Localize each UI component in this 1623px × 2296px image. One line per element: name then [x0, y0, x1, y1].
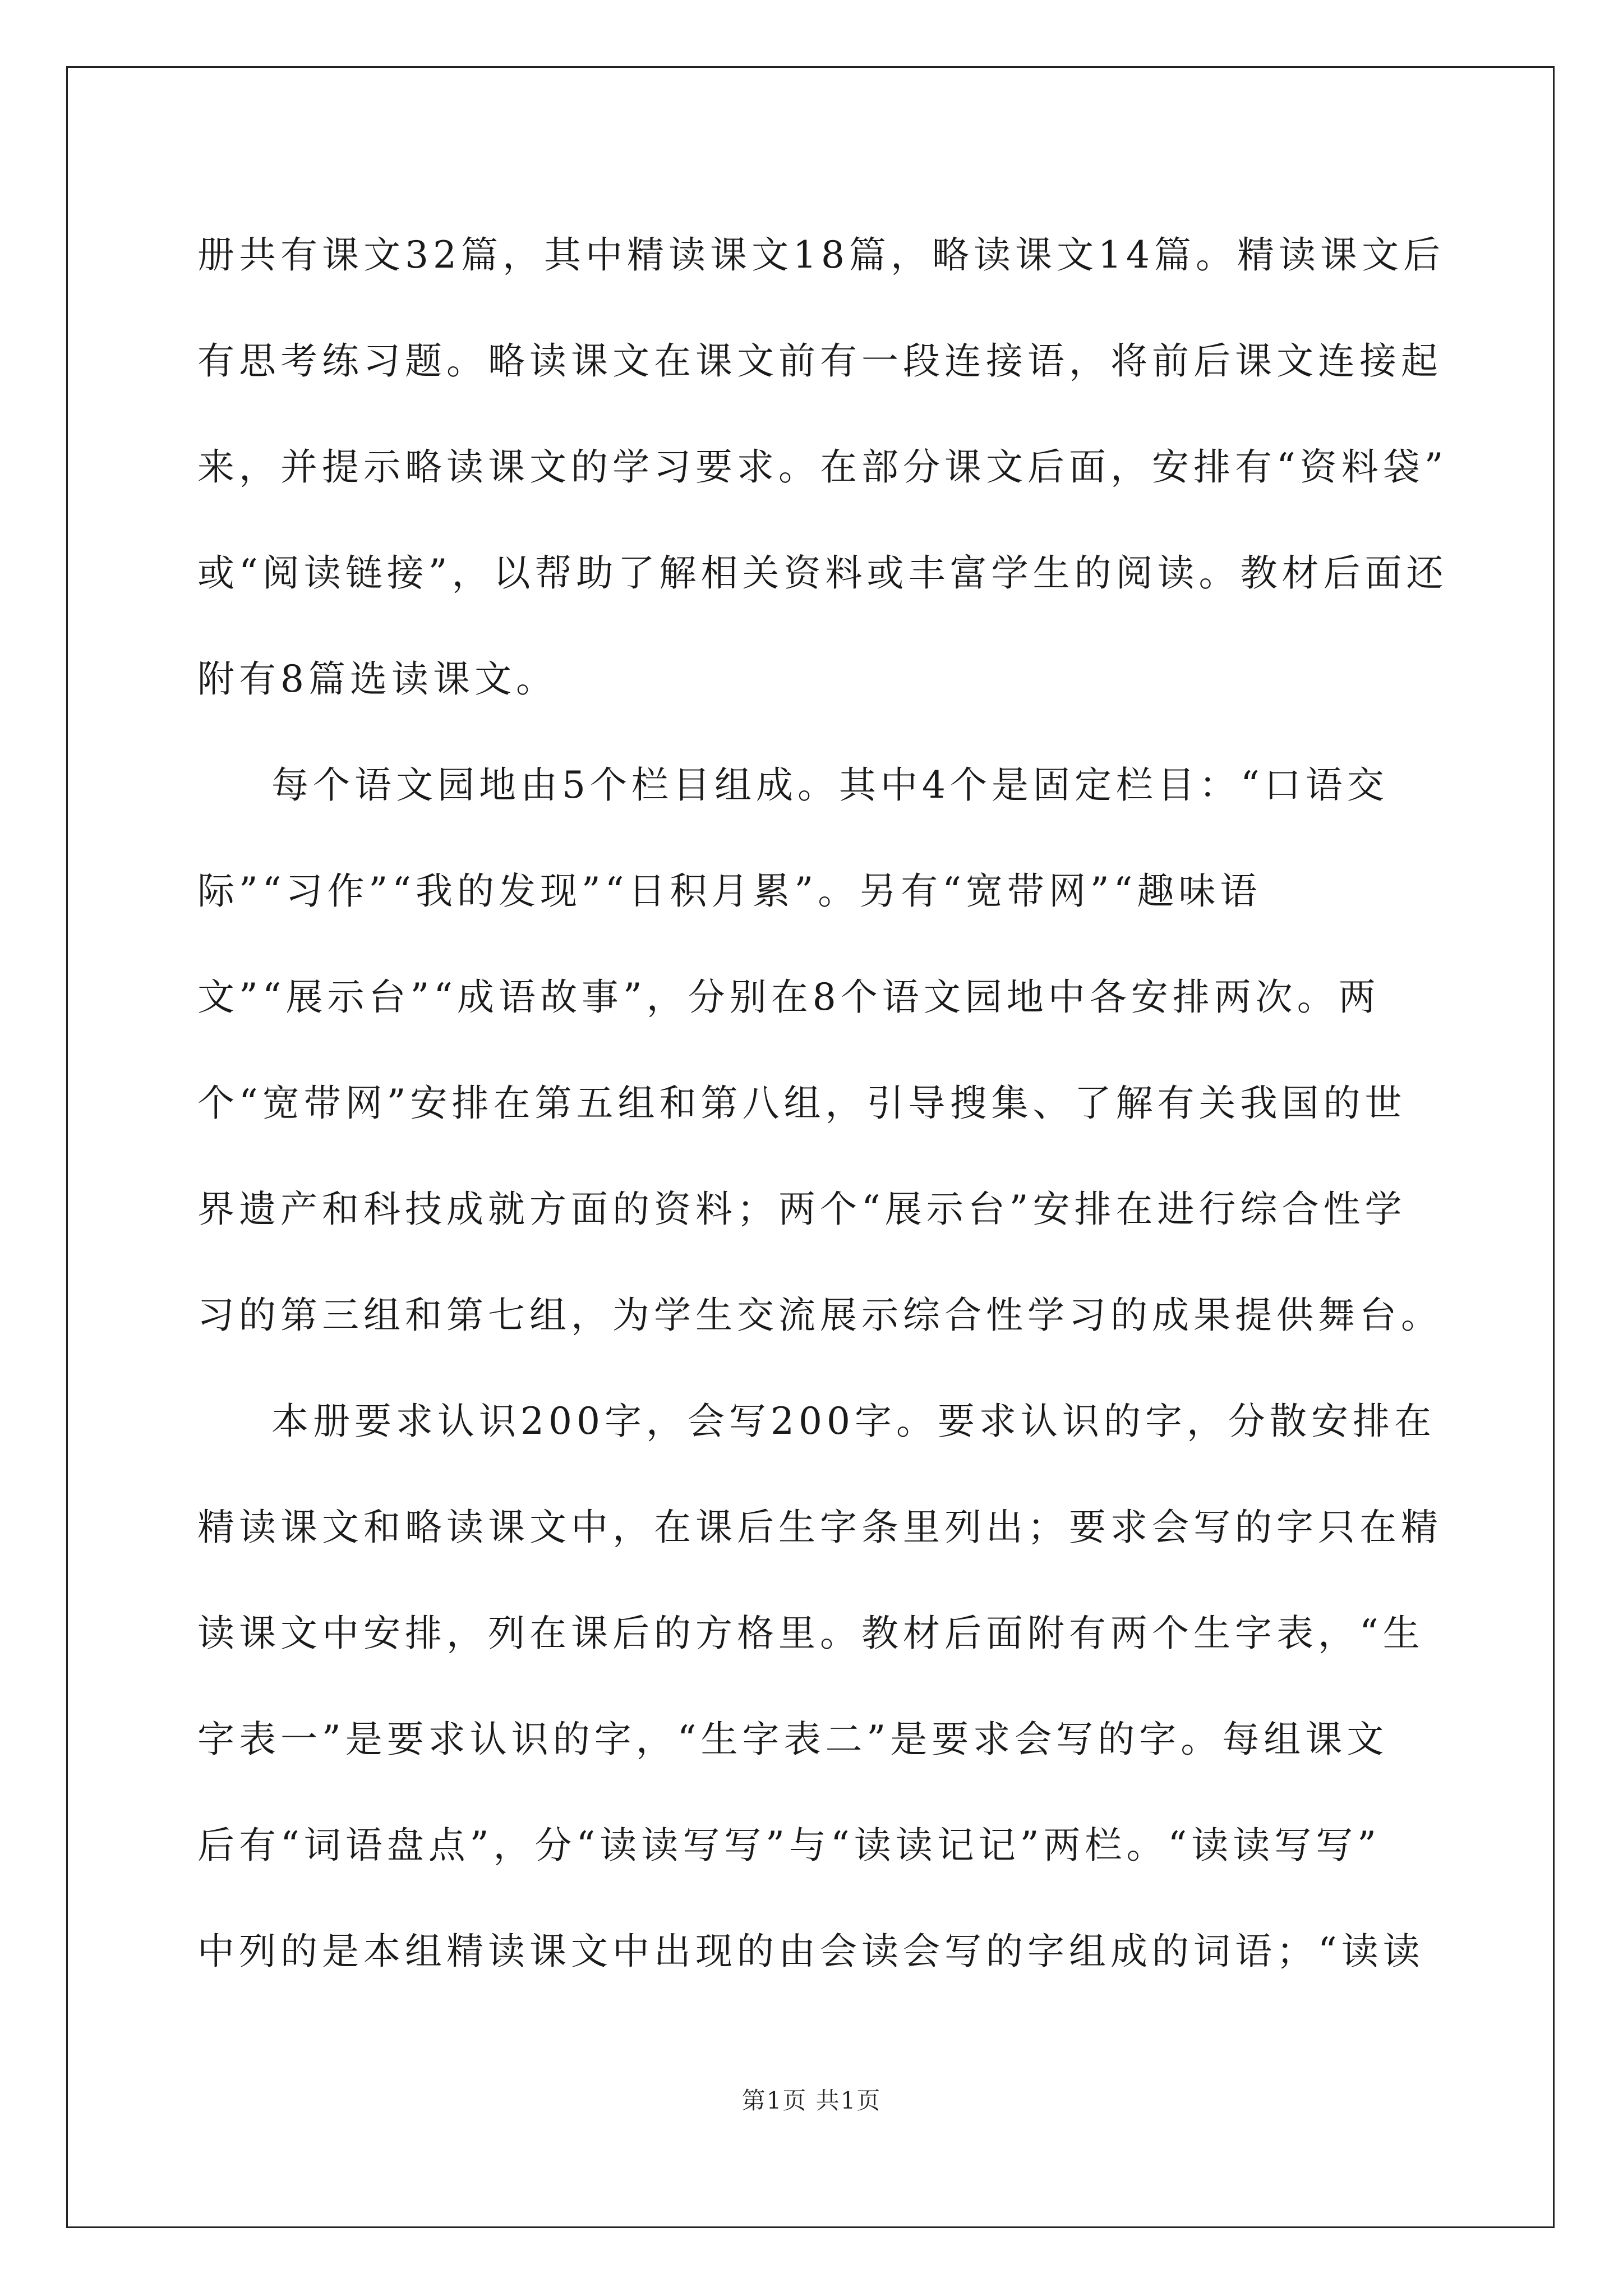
- text-line: 后有“词语盘点”，分“读读写写”与“读读记记”两栏。“读读写写”: [197, 1824, 1381, 1867]
- text-line: 或“阅读链接”，以帮助了解相关资料或丰富学生的阅读。教材后面还: [197, 551, 1448, 595]
- text-line-indented: 本册要求认识200字，会写200字。要求认识的字，分散安排在: [271, 1400, 1436, 1443]
- page-footer: 第1页 共1页: [741, 2087, 882, 2114]
- text-line: 中列的是本组精读课文中出现的由会读会写的字组成的词语；“读读: [197, 1930, 1424, 1973]
- paragraph-1: [197, 202, 1448, 732]
- text-line: 附有8篇选读课文。: [197, 657, 557, 701]
- text-line: 册共有课文32篇，其中精读课文18篇，略读课文14篇。精读课文后: [197, 233, 1445, 277]
- text-line: 文”“展示台”“成语故事”，分别在8个语文园地中各安排两次。两: [197, 976, 1380, 1019]
- paragraph-2: [197, 732, 1442, 1368]
- document-body: [197, 202, 1448, 2004]
- text-line: 个“宽带网”安排在第五组和第八组，引导搜集、了解有关我国的世: [197, 1082, 1407, 1125]
- text-line: 读课文中安排，列在课后的方格里。教材后面附有两个生字表，“生: [197, 1612, 1424, 1655]
- paragraph-3: [197, 1368, 1442, 2004]
- text-line: 有思考练习题。略读课文在课文前有一段连接语，将前后课文连接起: [197, 339, 1442, 383]
- text-line: 精读课文和略读课文中，在课后生字条里列出；要求会写的字只在精: [197, 1506, 1442, 1549]
- text-line: 际”“习作”“我的发现”“日积月累”。另有“宽带网”“趣味语: [197, 869, 1262, 913]
- text-line: 习的第三组和第七组，为学生交流展示综合性学习的成果提供舞台。: [197, 1294, 1442, 1337]
- text-line: 来，并提示略读课文的学习要求。在部分课文后面，安排有“资料袋”: [197, 445, 1448, 489]
- text-line: 界遗产和科技成就方面的资料；两个“展示台”安排在进行综合性学: [197, 1188, 1407, 1231]
- text-line: 字表一”是要求认识的字，“生字表二”是要求会写的字。每组课文: [197, 1718, 1389, 1761]
- text-line-indented: 每个语文园地由5个栏目组成。其中4个是固定栏目：“口语交: [271, 763, 1389, 807]
